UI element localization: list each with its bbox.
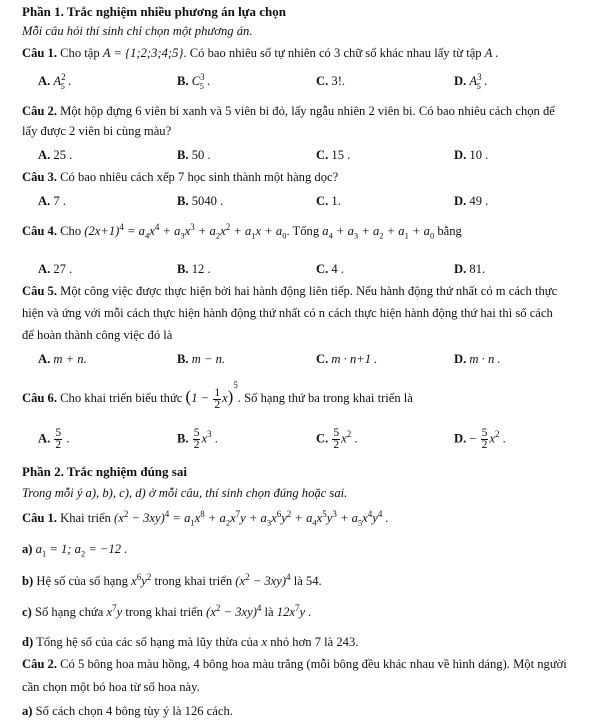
- q5-option-a-value: m + n.: [53, 352, 87, 366]
- q2-label: Câu 2.: [22, 104, 57, 118]
- q4-text-c: bằng: [434, 224, 462, 238]
- q3-option-b-value: 5040 .: [191, 194, 224, 208]
- q2-stem-line1: [22, 104, 555, 119]
- q2-option-d-value: 10 .: [469, 148, 489, 162]
- q4-option-d[interactable]: D. 81.: [454, 262, 486, 276]
- q2-option-c-value: 15 .: [331, 148, 351, 162]
- q4-sum: $a_4 + a_3 + a_2 + a_1 + a_0$: [322, 224, 435, 241]
- q1-text-a: Cho tập: [57, 46, 103, 60]
- part2-title: Phần 2. Trắc nghiệm đúng sai: [22, 464, 187, 479]
- q4-option-b[interactable]: B. 12 .: [177, 262, 211, 276]
- p2q2-label: Câu 2.: [22, 657, 57, 671]
- q3-label: Câu 3.: [22, 170, 57, 184]
- p2q1-c-label: c): [22, 605, 32, 619]
- p2q1-b-text-c: là 54.: [290, 574, 322, 588]
- p2q1-a-expr: $a_1 = 1$; $a_2 = -12$ .: [35, 542, 128, 559]
- q1-option-d[interactable]: D. $A^3_5$ .: [454, 71, 488, 91]
- p2q1-c-expr: $(x^2 - 3xy)^4$: [206, 602, 262, 619]
- q1-option-b[interactable]: B. $C^3_5$ .: [177, 71, 211, 91]
- q2-option-a[interactable]: A. 25 .: [38, 148, 73, 162]
- q6-option-d[interactable]: D. − $\frac{5}{2}$ $x^2$ .: [454, 427, 506, 451]
- q1-set: A = {1;2;3;4;5}: [102, 46, 184, 60]
- q5-option-b-value: m − n.: [191, 352, 226, 366]
- q1-text-b: . Có bao nhiêu số tự nhiên có 3 chữ số khác nhau lấy từ tập: [183, 46, 485, 60]
- p2q1-stem: [22, 508, 389, 528]
- p2q1-d-text-b: nhỏ hơn 7 là 243.: [267, 635, 359, 649]
- q2-option-c[interactable]: C. 15 .: [316, 148, 351, 162]
- q2-stem-line2: lấy được 2 viên bi cùng màu?: [22, 124, 172, 138]
- q6-text-a: Cho khai triển biểu thức: [57, 391, 186, 405]
- q5-option-a[interactable]: A. m + n.: [38, 352, 87, 366]
- part1-instruction: Mỗi câu hỏi thí sinh chỉ chọn một phương án.: [22, 24, 253, 38]
- p2q1-b-text-a: Hệ số của số hạng: [33, 574, 132, 588]
- q4-option-d-value: 81.: [469, 262, 486, 276]
- q4-stem: [22, 221, 462, 241]
- q6-expr: (1 − $\frac{1}{2}$ x)$^5$: [185, 380, 238, 411]
- q3-text: Có bao nhiêu cách xếp 7 học sinh thành một hàng dọc?: [57, 170, 339, 184]
- q6-option-c[interactable]: C. $\frac{5}{2}$ $x^2$ .: [316, 427, 358, 451]
- p2q2-text-1: Có 5 bông hoa màu hồng, 4 bông hoa màu trắng (mỗi bông đều khác nhau về hình dáng). Một người: [57, 657, 567, 671]
- q5-stem-line2: hiện và ứng với mỗi cách thực hiện hành động thứ nhất có n cách thực hiện hành động thứ hai thì số cách: [22, 306, 553, 320]
- part1-title: Phần 1. Trắc nghiệm nhiều phương án lựa chọn: [22, 4, 286, 19]
- q6-option-a[interactable]: A. $\frac{5}{2}$ .: [38, 427, 70, 451]
- q5-option-c[interactable]: C. m · n+1 .: [316, 352, 378, 366]
- p2q1-statement-a[interactable]: [22, 542, 127, 557]
- q5-option-d-value: m · n .: [469, 352, 501, 366]
- part2-instruction: Trong mỗi ý a), b), c), d) ở mỗi câu, thí sinh chọn đúng hoặc sai.: [22, 486, 348, 500]
- q6-option-b[interactable]: B. $\frac{5}{2}$ $x^3$ .: [177, 427, 218, 451]
- p2q1-d-var: x: [261, 635, 268, 649]
- p2q1-c-term: $x^7y$: [106, 602, 123, 619]
- q2-option-b[interactable]: B. 50 .: [177, 148, 211, 162]
- p2q1-statement-d[interactable]: [22, 635, 358, 650]
- q1-option-c[interactable]: C. 3!.: [316, 74, 346, 88]
- p2q1-b-term: $x^6y^2$: [131, 571, 152, 588]
- p2q1-c-result: $12x^7y$ .: [276, 602, 312, 619]
- p2q2-statement-a[interactable]: [22, 704, 233, 719]
- p2q1-b-text-b: trong khai triển: [151, 574, 236, 588]
- q4-option-a[interactable]: A. 27 .: [38, 262, 73, 276]
- q4-equation: $(2x+1)^4 = a_4x^4 + a_3x^3 + a_2x^2 + a_1x + a_0$: [84, 221, 287, 241]
- q2-text-1: Một hộp đựng 6 viên bi xanh và 5 viên bi đỏ, lấy ngẫu nhiên 2 viên bi. Có bao nhiêu cách chọn để: [57, 104, 555, 118]
- q4-text-b: . Tổng: [286, 224, 323, 238]
- p2q2-a-text: Số cách chọn 4 bông tùy ý là 126 cách.: [32, 704, 233, 718]
- q3-option-d-value: 49 .: [469, 194, 489, 208]
- q3-option-b[interactable]: B. 5040 .: [177, 194, 224, 208]
- p2q1-a-label: a): [22, 542, 33, 556]
- p2q1-statement-c[interactable]: [22, 602, 312, 620]
- q3-option-d[interactable]: D. 49 .: [454, 194, 489, 208]
- q2-option-a-value: 25 .: [53, 148, 73, 162]
- q3-stem: [22, 170, 338, 185]
- q5-stem-line1: [22, 284, 557, 299]
- q4-option-b-value: 12 .: [191, 262, 211, 276]
- p2q1-d-label: d): [22, 635, 34, 649]
- q5-option-d[interactable]: D. m · n .: [454, 352, 501, 366]
- p2q1-c-text-c: là: [261, 605, 277, 619]
- q1-text-c: A .: [484, 46, 499, 60]
- p2q1-b-label: b): [22, 574, 34, 588]
- q3-option-c[interactable]: C. 1.: [316, 194, 341, 208]
- p2q1-text: Khai triển: [57, 511, 115, 525]
- p2q1-label: Câu 1.: [22, 511, 57, 525]
- q5-stem-line3: để hoàn thành công việc đó là: [22, 328, 173, 342]
- q1-label: Câu 1.: [22, 46, 57, 60]
- q6-stem: [22, 380, 413, 411]
- q4-option-c-value: 4 .: [331, 262, 344, 276]
- q1-option-a[interactable]: A. $A^2_5$ .: [38, 71, 72, 91]
- q4-text-a: Cho: [57, 224, 85, 238]
- p2q1-c-text-a: Số hạng chứa: [31, 605, 107, 619]
- q5-label: Câu 5.: [22, 284, 57, 298]
- q3-option-c-value: 1.: [331, 194, 341, 208]
- p2q1-b-expr: $(x^2 - 3xy)^4$: [235, 571, 291, 588]
- q2-option-d[interactable]: D. 10 .: [454, 148, 489, 162]
- q4-option-a-value: 27 .: [53, 262, 73, 276]
- p2q1-c-text-b: trong khai triển: [122, 605, 207, 619]
- q5-option-c-value: m · n+1 .: [331, 352, 378, 366]
- q5-text-1: Một công việc được thực hiện bởi hai hành động liên tiếp. Nếu hành động thứ nhất có m cách thực: [57, 284, 558, 298]
- q4-option-c[interactable]: C. 4 .: [316, 262, 344, 276]
- q2-option-b-value: 50 .: [191, 148, 211, 162]
- q6-label: Câu 6.: [22, 391, 57, 405]
- p2q1-equation: $(x^2 - 3xy)^4 = a_1x^8 + a_2x^7y + a_3x^6y^2 + a_4x^5y^3 + a_5x^4y^4$ .: [114, 508, 389, 528]
- q3-option-a-value: 7 .: [53, 194, 66, 208]
- q5-option-b[interactable]: B. m − n.: [177, 352, 226, 366]
- p2q1-statement-b[interactable]: [22, 571, 322, 589]
- p2q2-a-label: a): [22, 704, 33, 718]
- q6-text-b: . Số hạng thứ ba trong khai triển là: [237, 391, 413, 405]
- q3-option-a[interactable]: A. 7 .: [38, 194, 66, 208]
- q1-stem: [22, 46, 499, 61]
- p2q1-d-text-a: Tổng hệ số của các số hạng mà lũy thừa của: [33, 635, 262, 649]
- p2q2-stem-line1: [22, 657, 567, 672]
- q4-label: Câu 4.: [22, 224, 57, 238]
- p2q2-stem-line2: cần chọn một bó hoa từ số hoa này.: [22, 680, 200, 694]
